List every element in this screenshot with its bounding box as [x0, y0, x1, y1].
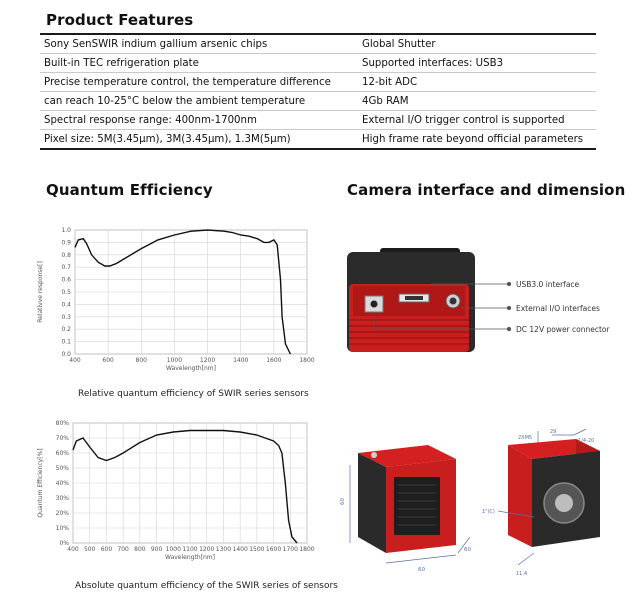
- chart-y-tick-label: 50%: [55, 465, 69, 472]
- relative-qe-x-axis-label: Wavelength[nm]: [166, 365, 216, 372]
- qe-title: Quantum Efficiency: [46, 181, 213, 199]
- feature-row: [40, 34, 596, 54]
- feature-spec: High frame rate beyond official parameters: [354, 130, 596, 150]
- chart-x-tick-label: 1800: [299, 546, 315, 553]
- chart-y-tick-label: 0.5: [61, 289, 71, 296]
- relative-qe-y-axis-label: Relativve response[]: [37, 261, 44, 323]
- chart-x-tick-label: 1700: [282, 546, 298, 553]
- feature-text: Built-in TEC refrigeration plate: [40, 54, 354, 73]
- chart-x-tick-label: 900: [150, 546, 163, 553]
- rear-depth-dim: 11.4: [516, 571, 528, 577]
- chart-y-tick-label: 0%: [59, 540, 69, 547]
- io-callout-label: External I/O interfaces: [516, 304, 600, 313]
- rear-tripod-dim: 1/4-20: [578, 438, 595, 444]
- chart-y-tick-label: 30%: [55, 495, 69, 502]
- feature-row: [40, 54, 596, 73]
- feature-text: can reach 10-25°C below the ambient temperature: [40, 92, 354, 111]
- feature-row: [40, 92, 596, 111]
- usb3-callout-dot: [507, 282, 511, 286]
- camera-title: Camera interface and dimension: [347, 181, 626, 199]
- relative-qe-caption: Relative quantum efficiency of SWIR series sensors: [78, 389, 309, 399]
- chart-x-tick-label: 1000: [166, 357, 183, 364]
- dc-callout-dot: [507, 327, 511, 331]
- feature-spec: Supported interfaces: USB3: [354, 54, 596, 73]
- dc-power-pin-icon: [371, 301, 378, 308]
- chart-x-tick-label: 1400: [233, 357, 249, 364]
- chart-y-tick-label: 1.0: [61, 227, 71, 234]
- feature-text: Precise temperature control, the temperature difference: [40, 73, 354, 92]
- rear-spacing-dim: 29: [550, 429, 557, 435]
- absolute-qe-y-axis-label: Quantum Efficiency[%]: [37, 448, 44, 518]
- io-callout-dot: [507, 306, 511, 310]
- feature-text: Spectral response range: 400nm-1700nm: [40, 111, 354, 130]
- chart-y-tick-label: 0.7: [61, 264, 71, 272]
- chart-y-tick-label: 0.4: [61, 301, 71, 309]
- chart-x-tick-label: 1600: [265, 546, 282, 553]
- chart-y-tick-label: 80%: [55, 420, 69, 427]
- absolute-qe-chart: [30, 415, 330, 570]
- usb3-callout-label: USB3.0 interface: [516, 280, 580, 289]
- features-table: [40, 33, 596, 150]
- feature-text: Pixel size: 5M(3.45μm), 3M(3.45μm), 1.3M(5μm): [40, 130, 354, 150]
- feature-text: Sony SenSWIR indium gallium arsenic chips: [40, 34, 354, 54]
- feature-row: [40, 111, 596, 130]
- chart-y-tick-label: 40%: [55, 480, 69, 487]
- chart-x-tick-label: 600: [100, 546, 113, 553]
- chart-y-tick-label: 70%: [55, 435, 69, 442]
- features-title: Product Features: [46, 11, 194, 29]
- chart-y-tick-label: 0.1: [61, 338, 71, 346]
- absolute-qe-caption: Absolute quantum efficiency of the SWIR series of sensors: [75, 581, 338, 591]
- chart-x-tick-label: 1000: [165, 546, 181, 553]
- chart-x-tick-label: 800: [134, 546, 146, 553]
- chart-x-tick-label: 1500: [249, 546, 265, 553]
- front-width-dim: 60: [418, 567, 425, 573]
- chart-x-tick-label: 500: [83, 546, 96, 553]
- front-depth-dim: 60: [464, 547, 471, 553]
- chart-x-tick-label: 1400: [232, 546, 248, 553]
- camera-dimension-drawings: [338, 425, 628, 583]
- chart-x-tick-label: 1100: [182, 546, 198, 553]
- chart-x-tick-label: 1200: [199, 546, 215, 553]
- chart-x-tick-label: 400: [69, 357, 81, 364]
- chart-x-tick-label: 400: [67, 546, 79, 553]
- chart-y-tick-label: 0.6: [61, 276, 71, 284]
- chart-x-tick-label: 1300: [215, 546, 232, 553]
- chart-y-tick-label: 0.9: [61, 239, 71, 247]
- chart-y-tick-label: 0.8: [61, 251, 71, 259]
- rear-screw-dim: 2XM5: [518, 435, 533, 441]
- chart-x-tick-label: 600: [102, 357, 114, 364]
- chart-y-tick-label: 0.0: [61, 351, 71, 358]
- feature-spec: 12-bit ADC: [354, 73, 596, 92]
- chart-y-tick-label: 10%: [55, 525, 69, 532]
- chart-y-tick-label: 20%: [55, 510, 69, 517]
- rear-mount-dim: 1"(C): [482, 509, 495, 515]
- absolute-qe-x-axis-label: Wavelength[nm]: [165, 554, 215, 561]
- chart-x-tick-label: 700: [117, 546, 129, 553]
- camera-dimension-rear-view: [498, 429, 600, 565]
- feature-spec: 4Gb RAM: [354, 92, 596, 111]
- feature-spec: Global Shutter: [354, 34, 596, 54]
- camera-dimension-front-view: [350, 445, 470, 563]
- feature-row: [40, 130, 596, 150]
- chart-x-tick-label: 1200: [199, 357, 216, 364]
- dc-callout-label: DC 12V power connector: [516, 325, 610, 334]
- chart-x-tick-label: 1600: [266, 357, 282, 364]
- chart-y-tick-label: 60%: [55, 450, 69, 457]
- usb3-port-slot: [405, 296, 423, 300]
- chart-y-tick-label: 0.2: [61, 326, 71, 334]
- chart-x-tick-label: 800: [135, 357, 148, 364]
- front-height-dim: 60: [340, 498, 346, 505]
- io-connector-pins-icon: [450, 298, 457, 305]
- feature-row: [40, 73, 596, 92]
- chart-y-tick-label: 0.3: [61, 313, 71, 321]
- chart-x-tick-label: 1800: [299, 357, 315, 364]
- relative-qe-chart: [30, 220, 330, 385]
- feature-spec: External I/O trigger control is supported: [354, 111, 596, 130]
- camera-interface-illustration: [335, 240, 625, 360]
